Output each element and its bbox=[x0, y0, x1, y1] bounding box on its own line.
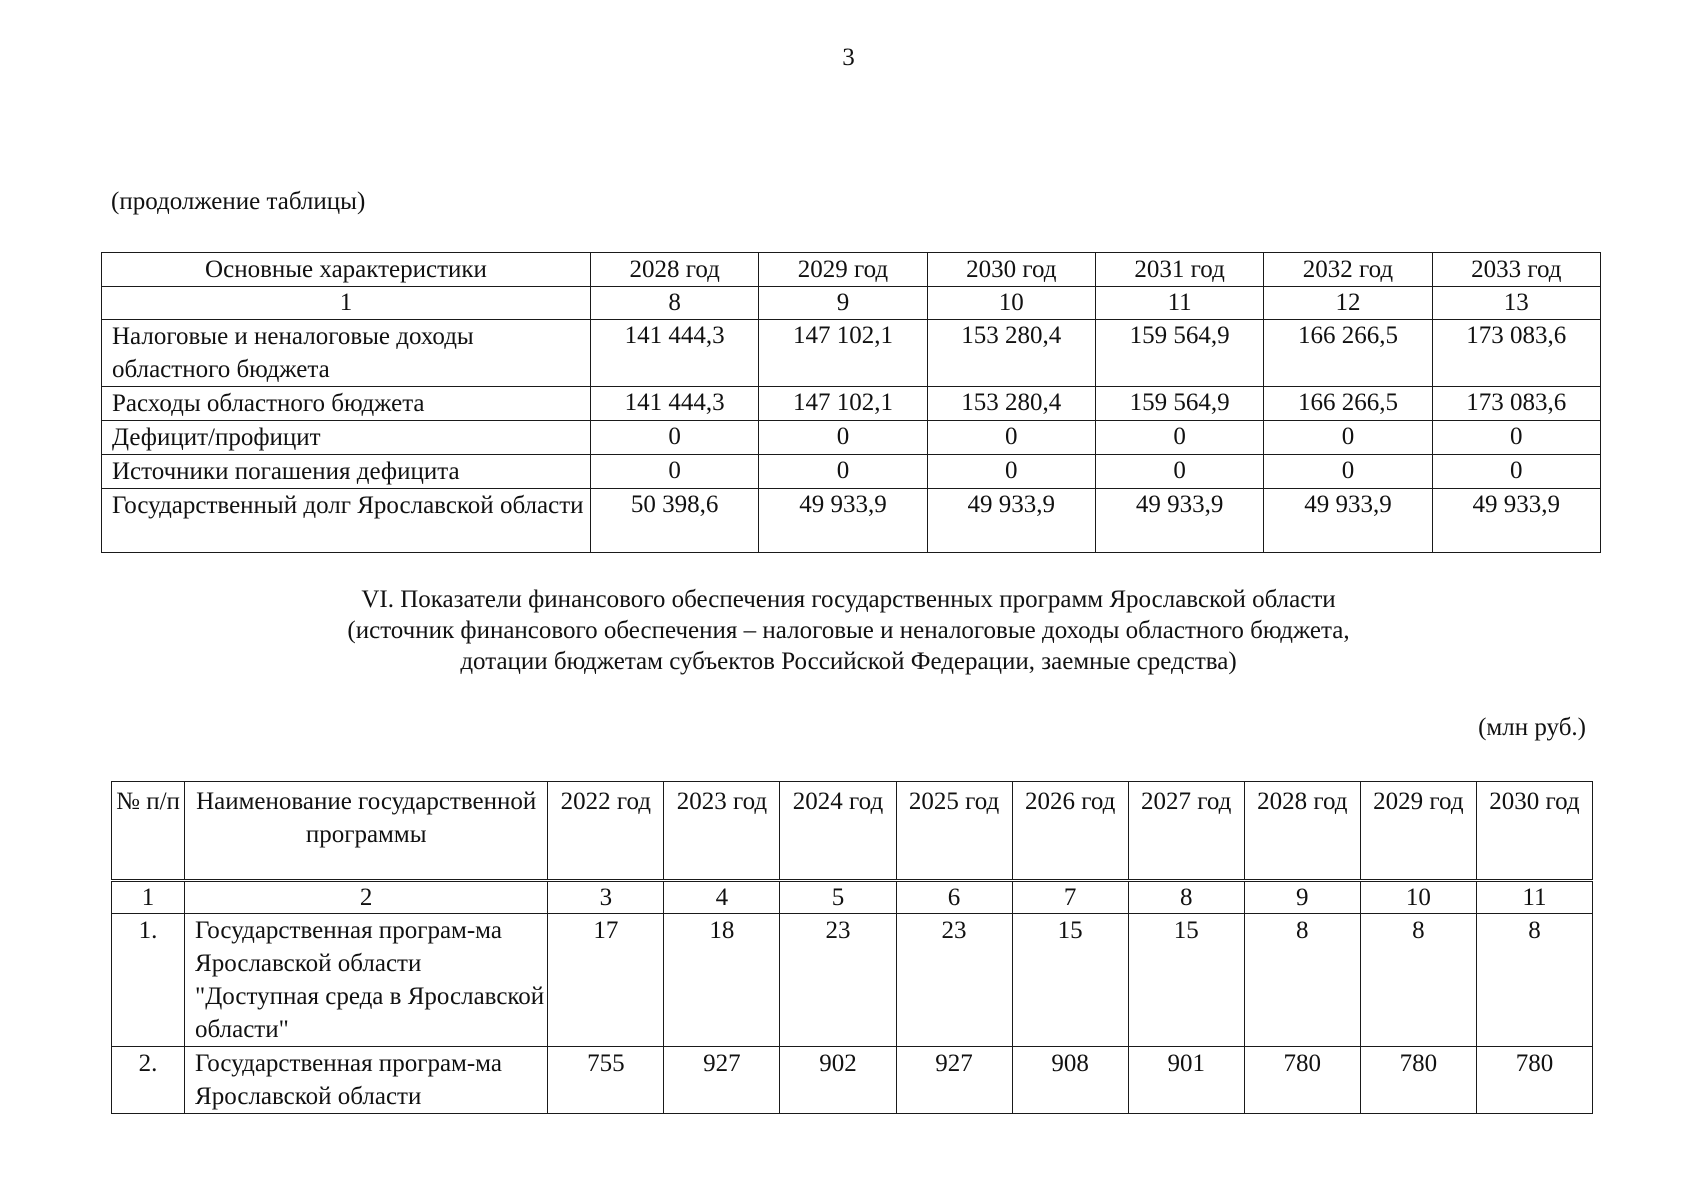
cell-value: 49 933,9 bbox=[927, 489, 1095, 553]
column-header: 2023 год bbox=[664, 782, 780, 881]
cell-value: 166 266,5 bbox=[1264, 320, 1432, 387]
column-header: 2031 год bbox=[1095, 253, 1263, 287]
budget-characteristics-table bbox=[101, 252, 1601, 553]
cell-value: 49 933,9 bbox=[1264, 489, 1432, 553]
cell-value: 927 bbox=[896, 1047, 1012, 1114]
cell-value: 0 bbox=[1432, 421, 1600, 455]
column-header: 2030 год bbox=[927, 253, 1095, 287]
section-title-line: VI. Показатели финансового обеспечения государственных программ Ярославской области bbox=[361, 586, 1336, 613]
column-index: 9 bbox=[759, 287, 927, 320]
column-header: Основные характеристики bbox=[102, 253, 591, 287]
cell-value: 23 bbox=[780, 914, 896, 1047]
column-index: 13 bbox=[1432, 287, 1600, 320]
table-continuation-label: (продолжение таблицы) bbox=[111, 188, 366, 215]
column-header: № п/п bbox=[112, 782, 185, 881]
cell-value: 908 bbox=[1012, 1047, 1128, 1114]
cell-value: 0 bbox=[759, 421, 927, 455]
table-row bbox=[102, 421, 1601, 455]
cell-value: 147 102,1 bbox=[759, 320, 927, 387]
column-index-row bbox=[102, 287, 1601, 320]
program-name: Государственная програм-ма Ярославской области bbox=[185, 1047, 548, 1114]
column-index: 1 bbox=[102, 287, 591, 320]
cell-value: 17 bbox=[548, 914, 664, 1047]
cell-value: 23 bbox=[896, 914, 1012, 1047]
cell-value: 0 bbox=[590, 421, 758, 455]
table-header-row bbox=[102, 253, 1601, 287]
cell-value: 755 bbox=[548, 1047, 664, 1114]
cell-value: 927 bbox=[664, 1047, 780, 1114]
cell-value: 0 bbox=[1095, 421, 1263, 455]
column-header: 2027 год bbox=[1128, 782, 1244, 881]
row-label: Источники погашения дефицита bbox=[102, 455, 591, 489]
column-index: 3 bbox=[548, 881, 664, 914]
cell-value: 153 280,4 bbox=[927, 320, 1095, 387]
column-header: 2024 год bbox=[780, 782, 896, 881]
cell-value: 49 933,9 bbox=[759, 489, 927, 553]
column-header: 2028 год bbox=[1244, 782, 1360, 881]
table-header-row bbox=[112, 782, 1593, 881]
column-header: 2029 год bbox=[1360, 782, 1476, 881]
column-index: 11 bbox=[1095, 287, 1263, 320]
cell-value: 153 280,4 bbox=[927, 387, 1095, 421]
cell-value: 780 bbox=[1244, 1047, 1360, 1114]
column-index: 4 bbox=[664, 881, 780, 914]
cell-value: 0 bbox=[759, 455, 927, 489]
column-index: 2 bbox=[185, 881, 548, 914]
column-index: 6 bbox=[896, 881, 1012, 914]
row-label: Государственный долг Ярославской области bbox=[102, 489, 591, 553]
column-index: 9 bbox=[1244, 881, 1360, 914]
cell-value: 0 bbox=[1432, 455, 1600, 489]
column-index: 12 bbox=[1264, 287, 1432, 320]
cell-value: 0 bbox=[1095, 455, 1263, 489]
cell-value: 8 bbox=[1360, 914, 1476, 1047]
cell-value: 141 444,3 bbox=[590, 387, 758, 421]
row-label: Дефицит/профицит bbox=[102, 421, 591, 455]
cell-value: 8 bbox=[1476, 914, 1592, 1047]
column-index: 8 bbox=[590, 287, 758, 320]
cell-value: 50 398,6 bbox=[590, 489, 758, 553]
table-row bbox=[102, 455, 1601, 489]
column-index: 5 bbox=[780, 881, 896, 914]
column-header: 2032 год bbox=[1264, 253, 1432, 287]
cell-value: 780 bbox=[1476, 1047, 1592, 1114]
program-financing-table bbox=[111, 781, 1593, 1114]
table-row bbox=[102, 489, 1601, 553]
column-index: 1 bbox=[112, 881, 185, 914]
cell-value: 901 bbox=[1128, 1047, 1244, 1114]
page-number: 3 bbox=[842, 44, 855, 71]
column-header: 2026 год bbox=[1012, 782, 1128, 881]
column-header: 2022 год bbox=[548, 782, 664, 881]
column-index: 7 bbox=[1012, 881, 1128, 914]
cell-value: 0 bbox=[927, 455, 1095, 489]
row-number: 2. bbox=[112, 1047, 185, 1114]
column-header: 2029 год bbox=[759, 253, 927, 287]
column-index: 10 bbox=[1360, 881, 1476, 914]
column-index: 8 bbox=[1128, 881, 1244, 914]
cell-value: 49 933,9 bbox=[1095, 489, 1263, 553]
cell-value: 141 444,3 bbox=[590, 320, 758, 387]
cell-value: 0 bbox=[1264, 421, 1432, 455]
cell-value: 147 102,1 bbox=[759, 387, 927, 421]
table-row bbox=[112, 1047, 1593, 1114]
cell-value: 15 bbox=[1128, 914, 1244, 1047]
column-index: 10 bbox=[927, 287, 1095, 320]
table-row bbox=[102, 387, 1601, 421]
section-title-line: (источник финансового обеспечения – налоговые и неналоговые доходы областного бюджета, bbox=[347, 617, 1350, 644]
cell-value: 15 bbox=[1012, 914, 1128, 1047]
cell-value: 780 bbox=[1360, 1047, 1476, 1114]
column-index-row bbox=[112, 881, 1593, 914]
cell-value: 173 083,6 bbox=[1432, 320, 1600, 387]
row-number: 1. bbox=[112, 914, 185, 1047]
cell-value: 159 564,9 bbox=[1095, 387, 1263, 421]
unit-label: (млн руб.) bbox=[1478, 714, 1586, 741]
cell-value: 0 bbox=[1264, 455, 1432, 489]
cell-value: 902 bbox=[780, 1047, 896, 1114]
row-label: Расходы областного бюджета bbox=[102, 387, 591, 421]
cell-value: 0 bbox=[590, 455, 758, 489]
cell-value: 159 564,9 bbox=[1095, 320, 1263, 387]
column-header: 2030 год bbox=[1476, 782, 1592, 881]
cell-value: 8 bbox=[1244, 914, 1360, 1047]
column-header: Наименование государственной программы bbox=[185, 782, 548, 881]
cell-value: 0 bbox=[927, 421, 1095, 455]
row-label: Налоговые и неналоговые доходы областного бюджета bbox=[102, 320, 591, 387]
cell-value: 49 933,9 bbox=[1432, 489, 1600, 553]
column-header: 2028 год bbox=[590, 253, 758, 287]
table-row bbox=[102, 320, 1601, 387]
column-index: 11 bbox=[1476, 881, 1592, 914]
column-header: 2025 год bbox=[896, 782, 1012, 881]
section-title bbox=[0, 584, 1697, 677]
cell-value: 18 bbox=[664, 914, 780, 1047]
section-title-line: дотации бюджетам субъектов Российской Федерации, заемные средства) bbox=[460, 648, 1237, 675]
column-header: 2033 год bbox=[1432, 253, 1600, 287]
program-name: Государственная програм-ма Ярославской области "Доступная среда в Ярославской области" bbox=[185, 914, 548, 1047]
table-row bbox=[112, 914, 1593, 1047]
cell-value: 173 083,6 bbox=[1432, 387, 1600, 421]
cell-value: 166 266,5 bbox=[1264, 387, 1432, 421]
